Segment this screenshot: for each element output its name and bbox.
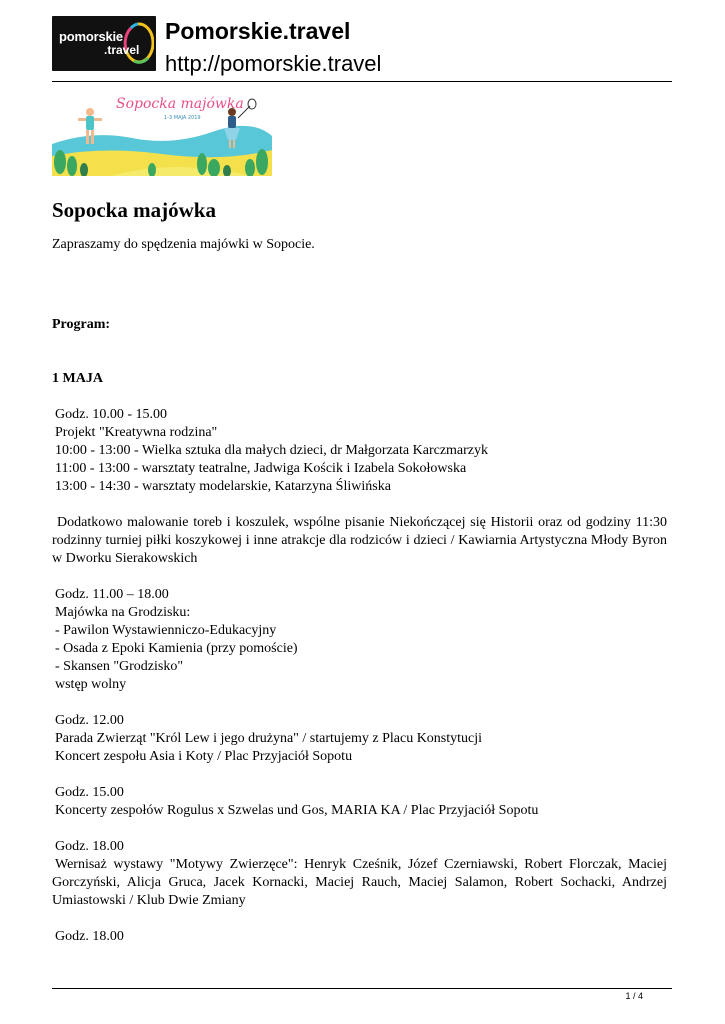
block4-line: Godz. 15.00: [55, 785, 124, 800]
logo-sub-text: .travel: [104, 43, 140, 57]
page-header: [52, 16, 672, 80]
logo-main-text: pomorskie: [59, 29, 123, 44]
banner-title-text: Sopocka majówka: [116, 96, 244, 112]
pomorskie-travel-logo[interactable]: [52, 16, 156, 71]
block5-text: Wernisaż wystawy "Motywy Zwierzęce": Henryk Cześnik, Józef Czerniawski, Robert Florczak, Maciej Gorczyński, Alicja Gruca, Jacek Kornacki, Maciej Rauch, Maciej Salamon, Robert Sochacki, Andrzej Umiastowski / Klub Dwie Zmiany: [52, 857, 667, 908]
block4-line: Koncerty zespołów Rogulus x Szwelas und Gos, MARIA KA / Plac Przyjaciół Sopotu: [55, 803, 539, 818]
program-block-5: [52, 838, 667, 910]
block2-line: wstęp wolny: [55, 677, 127, 692]
block1-line: 11:00 - 13:00 - warsztaty teatralne, Jadwiga Kościk i Izabela Sokołowska: [55, 461, 467, 476]
site-url[interactable]: http://pomorskie.travel: [165, 51, 382, 76]
block1-line: 13:00 - 14:30 - warsztaty modelarskie, Katarzyna Śliwińska: [55, 479, 391, 494]
page-number: 1 / 4: [625, 991, 643, 1001]
program-block-2: [52, 586, 667, 694]
header-divider: [52, 81, 672, 82]
block1-line: Godz. 10.00 - 15.00: [55, 407, 167, 422]
block3-line: Koncert zespołu Asia i Koty / Plac Przyjaciół Sopotu: [55, 749, 353, 764]
block2-line: - Osada z Epoki Kamienia (przy pomoście): [55, 641, 298, 656]
block1-extra-paragraph: Dodatkowo malowanie toreb i koszulek, wspólne pisanie Niekończącej się Historii oraz od godziny 11:30 rodzinny turniej piłki koszykowej i inne atrakcje dla rodziców i dzieci / Kawiarnia Artystyczna Młody Byron w Dworku Sierakowskich: [52, 515, 667, 566]
block2-line: Godz. 11.00 – 18.00: [55, 587, 169, 602]
program-block-4: [52, 784, 667, 820]
block2-line: - Pawilon Wystawienniczo-Edukacyjny: [55, 623, 277, 638]
program-block-6: [52, 928, 667, 946]
block5-time: Godz. 18.00: [55, 839, 124, 854]
block6-time: Godz. 18.00: [55, 929, 124, 944]
block3-line: Parada Zwierząt "Król Lew i jego drużyna" / startujemy z Placu Konstytucji: [55, 731, 483, 746]
banner-date-text: 1-3 MAJA 2019: [164, 115, 201, 121]
block2-line: - Skansen "Grodzisko": [55, 659, 184, 674]
article-title: Sopocka majówka: [52, 198, 216, 222]
event-banner-image: [52, 92, 272, 176]
block1-line: Projekt "Kreatywna rodzina": [55, 425, 218, 440]
block2-line: Majówka na Grodzisku:: [55, 605, 191, 620]
intro-paragraph: Zapraszamy do spędzenia majówki w Sopocie.: [52, 237, 315, 252]
site-title: Pomorskie.travel: [165, 18, 351, 44]
program-block-1: [52, 406, 667, 496]
footer-divider: [52, 988, 672, 989]
program-label: Program:: [52, 317, 111, 332]
program-block-3: [52, 712, 667, 766]
article-body: [52, 236, 667, 946]
block3-line: Godz. 12.00: [55, 713, 124, 728]
block1-line: 10:00 - 13:00 - Wielka sztuka dla małych dzieci, dr Małgorzata Karczmarzyk: [55, 443, 489, 458]
day-label: 1 MAJA: [52, 371, 103, 386]
